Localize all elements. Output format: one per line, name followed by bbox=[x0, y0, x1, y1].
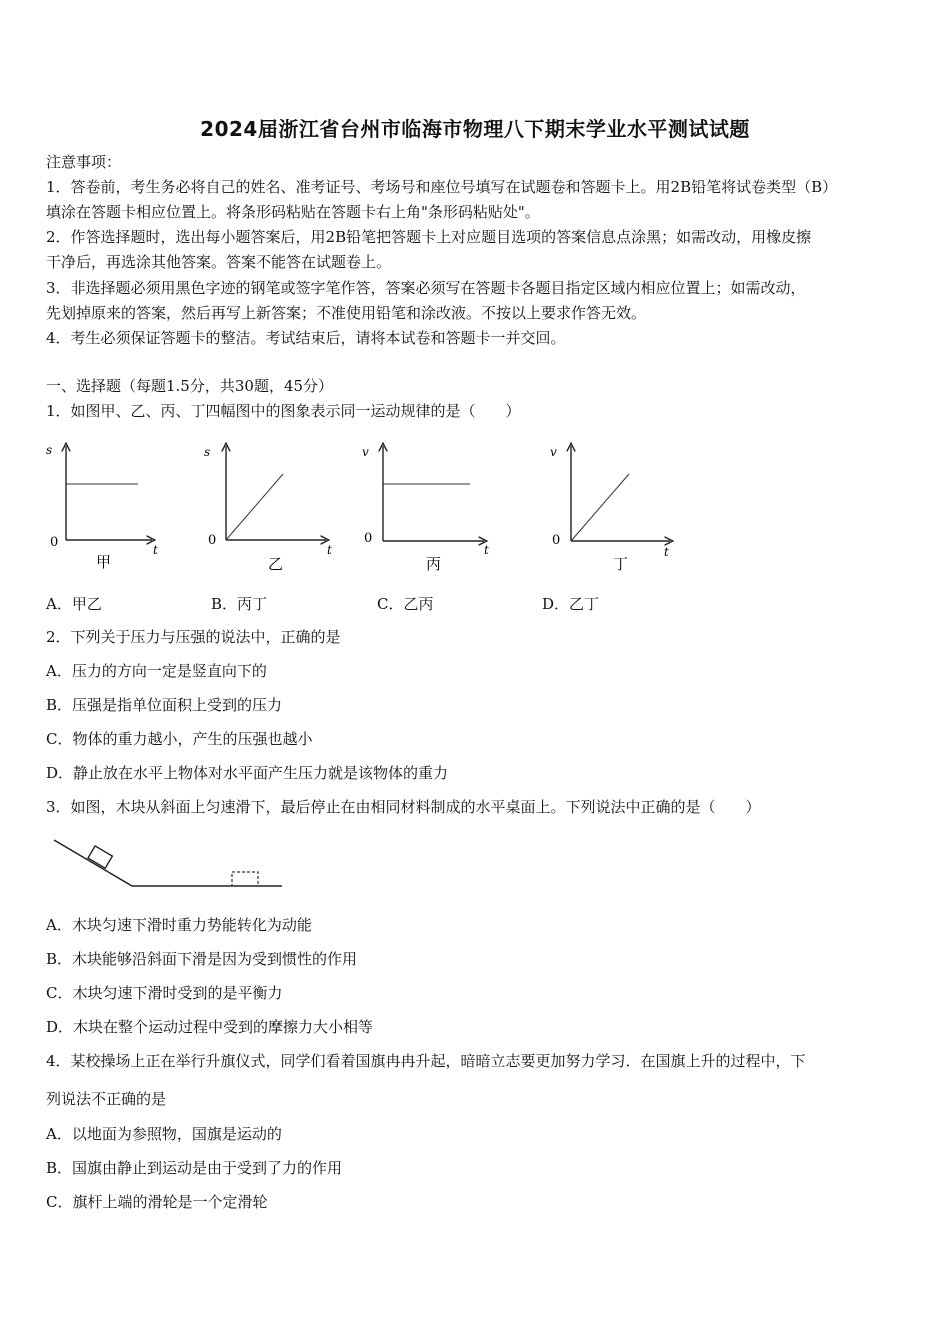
graph-jia bbox=[46, 443, 158, 571]
graph-yi-xlabel: t bbox=[327, 543, 332, 557]
incline-diagram bbox=[50, 832, 290, 896]
graph-bing bbox=[362, 445, 489, 573]
section-heading: 一、选择题（每题1.5分，共30题，45分） bbox=[46, 377, 334, 395]
q4-option-a: A．以地面为参照物，国旗是运动的 bbox=[46, 1125, 282, 1143]
graph-ding-origin: 0 bbox=[552, 533, 561, 548]
q4-option-c: C．旗杆上端的滑轮是一个定滑轮 bbox=[46, 1193, 268, 1211]
block-at-rest bbox=[232, 872, 258, 886]
q2-option-b: B．压强是指单位面积上受到的压力 bbox=[46, 696, 283, 714]
question-4-stem: 4．某校操场上正在举行升旗仪式，同学们看着国旗冉冉升起，暗暗立志要更加努力学习．在国旗上升的过程中，下 bbox=[46, 1052, 806, 1070]
q1-option-d: D．乙丁 bbox=[542, 595, 600, 613]
q1-option-c: C．乙丙 bbox=[377, 595, 434, 613]
graph-bing-caption: 丙 bbox=[426, 555, 442, 573]
question-2-stem: 2．下列关于压力与压强的说法中，正确的是 bbox=[46, 628, 341, 646]
q3-option-c: C．木块匀速下滑时受到的是平衡力 bbox=[46, 984, 283, 1002]
graph-ding-caption: 丁 bbox=[613, 555, 629, 573]
block-on-slope bbox=[88, 846, 112, 868]
notice-line: 2．作答选择题时，选出每小题答案后，用2B铅笔把答题卡上对应题目选项的答案信息点涂黑；如需改动，用橡皮擦 bbox=[46, 228, 812, 246]
q4-option-b: B．国旗由静止到运动是由于受到了力的作用 bbox=[46, 1159, 343, 1177]
page-title: 2024届浙江省台州市临海市物理八下期末学业水平测试试题 bbox=[200, 117, 750, 141]
q1-option-b: B．丙丁 bbox=[211, 595, 268, 613]
graph-bing-xlabel: t bbox=[484, 543, 489, 557]
graph-yi-origin: 0 bbox=[208, 533, 217, 548]
q3-option-b: B．木块能够沿斜面下滑是因为受到惯性的作用 bbox=[46, 950, 358, 968]
notice-line: 干净后，再选涂其他答案。答案不能答在试题卷上。 bbox=[46, 253, 392, 271]
graph-bing-origin: 0 bbox=[364, 531, 373, 546]
notice-heading: 注意事项： bbox=[46, 153, 122, 171]
question-3-stem: 3．如图，木块从斜面上匀速滑下，最后停止在由相同材料制成的水平桌面上。下列说法中正确的是（ ） bbox=[46, 798, 761, 816]
graph-ding-xlabel: t bbox=[664, 545, 669, 559]
q1-graphs bbox=[40, 436, 680, 576]
q1-option-a: A．甲乙 bbox=[46, 595, 102, 613]
notice-line: 先划掉原来的答案，然后再写上新答案；不准使用铅笔和涂改液。不按以上要求作答无效。 bbox=[46, 304, 647, 322]
notice-line: 1．答卷前，考生务必将自己的姓名、准考证号、考场号和座位号填写在试题卷和答题卡上。用2B铅笔将试卷类型（B） bbox=[46, 178, 838, 196]
q3-option-a: A．木块匀速下滑时重力势能转化为动能 bbox=[46, 916, 312, 934]
graph-jia-origin: 0 bbox=[50, 535, 59, 550]
graph-ding bbox=[550, 445, 670, 573]
notice-line: 4．考生必须保证答题卡的整洁。考试结束后，请将本试卷和答题卡一并交回。 bbox=[46, 329, 566, 347]
graph-ding-ylabel: v bbox=[550, 445, 557, 459]
graph-jia-ylabel: s bbox=[46, 443, 53, 457]
question-4-stem-cont: 列说法不正确的是 bbox=[46, 1090, 167, 1108]
notice-line: 3．非选择题必须用黑色字迹的钢笔或签字笔作答，答案必须写在答题卡各题目指定区域内相应位置上；如需改动， bbox=[46, 279, 806, 297]
q3-option-d: D．木块在整个运动过程中受到的摩擦力大小相等 bbox=[46, 1018, 374, 1036]
graph-yi-caption: 乙 bbox=[268, 555, 284, 573]
q2-option-d: D．静止放在水平上物体对水平面产生压力就是该物体的重力 bbox=[46, 764, 449, 782]
graph-yi-ylabel: s bbox=[204, 445, 211, 459]
graph-yi bbox=[204, 445, 332, 573]
question-1-stem: 1．如图甲、乙、丙、丁四幅图中的图象表示同一运动规律的是（ ） bbox=[46, 402, 521, 420]
graph-jia-caption: 甲 bbox=[96, 553, 112, 571]
q2-option-a: A．压力的方向一定是竖直向下的 bbox=[46, 662, 267, 680]
graph-bing-ylabel: v bbox=[362, 445, 369, 459]
graph-jia-xlabel: t bbox=[153, 543, 158, 557]
notice-line: 填涂在答题卡相应位置上。将条形码粘贴在答题卡右上角"条形码粘贴处"。 bbox=[46, 203, 540, 221]
q2-option-c: C．物体的重力越小，产生的压强也越小 bbox=[46, 730, 313, 748]
